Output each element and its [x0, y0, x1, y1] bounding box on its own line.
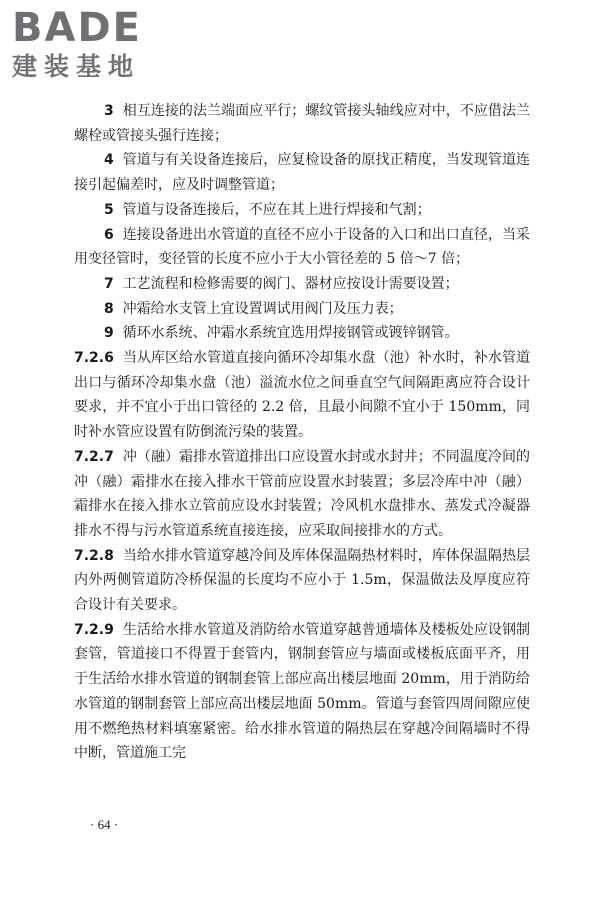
logo-brand-cn: 建装基地	[12, 52, 141, 81]
item-text: 连接设备进出水管道的直径不应小于设备的入口和出口直径，当采用变径管时，变径管的长度不应小于大小管径差的 5 倍～7 倍；	[74, 226, 531, 268]
clause-number: 7.2.9	[74, 621, 114, 638]
item-number: 3	[104, 103, 114, 119]
item-number: 5	[104, 201, 114, 218]
list-item-3	[74, 99, 530, 148]
item-number: 7	[104, 275, 114, 292]
item-number: 4	[104, 152, 114, 169]
clause-text: 当给水排水管道穿越冷间及库体保温隔热材料时，库体保温隔热层内外两侧管道防冷桥保温的长度均不应小于 1.5m，保温做法及厚度应符合设计有关要求。	[74, 547, 530, 614]
item-text: 工艺流程和检修需要的阀门、器材应按设计需要设置；	[122, 275, 459, 292]
clause-number: 7.2.7	[74, 448, 114, 465]
item-number: 8	[104, 300, 114, 317]
clause-text: 生活给水排水管道及消防给水管道穿越普通墙体及楼板处应设钢制套管，管道接口不得置于套管内，钢制套管应与墙面或楼板底面平齐，用于生活给水排水管道的钢制套管上部应高出楼层地面 20mm，用于消防给水管道的钢制套管上部应高出楼层地面 50mm。管道与套管四周间隙应使用不燃绝热材料填塞紧密。给水排水管道的隔热层在穿越冷间隔墙时不得中断，管道施工完	[74, 621, 530, 762]
clause-text: 当从库区给水管道直接向循环冷却集水盘（池）补水时，补水管道出口与循环冷却集水盘（池）溢流水位之间垂直空气间隔距离应符合设计要求，并不宜小于出口管径的 2.2 倍，且最小间隙不宜小于 150mm，同时补水管应设置有防倒流污染的装置。	[74, 350, 530, 441]
logo-brand-en: BADE	[12, 5, 142, 51]
list-item-5	[74, 198, 530, 223]
clause-7-2-9	[74, 618, 530, 766]
clause-7-2-7	[74, 445, 530, 544]
page-number: · 64 ·	[90, 817, 119, 832]
clause-text: 冲（融）霜排水管道排出口应设置水封或水封井；不同温度冷间的冲（融）霜排水在接入排水干管前应设置水封装置；多层冷库中冲（融）霜排水在接入排水立管前应设水封装置；冷风机水盘排水、蒸发式冷凝器排水不得与污水管道系统直接连接，应采取间接排水的方式。	[74, 448, 530, 539]
clause-7-2-6	[74, 346, 530, 445]
item-text: 管道与设备连接后，不应在其上进行焊接和气割；	[122, 201, 431, 218]
item-text: 管道与有关设备连接后，应复检设备的原找正精度，当发现管道连接引起偏差时，应及时调整管道；	[74, 152, 531, 194]
list-item-8	[74, 297, 530, 322]
list-item-4	[74, 148, 530, 197]
item-text: 相互连接的法兰端面应平行；螺纹管接头轴线应对中，不应借法兰螺栓或管接头强行连接；	[74, 103, 531, 144]
list-item-9	[74, 321, 530, 346]
clause-7-2-8	[74, 544, 530, 618]
item-number: 6	[104, 226, 114, 243]
clause-number: 7.2.8	[74, 547, 114, 564]
list-item-6	[74, 223, 530, 272]
item-text: 循环水系统、冲霜水系统宜选用焊接钢管或镀锌钢管。	[122, 325, 459, 342]
site-logo	[12, 6, 142, 82]
document-body	[74, 99, 530, 766]
item-text: 冲霜给水支管上宜设置调试用阀门及压力表；	[122, 300, 403, 317]
item-number: 9	[104, 325, 114, 342]
clause-number: 7.2.6	[74, 350, 114, 367]
list-item-7	[74, 272, 530, 297]
